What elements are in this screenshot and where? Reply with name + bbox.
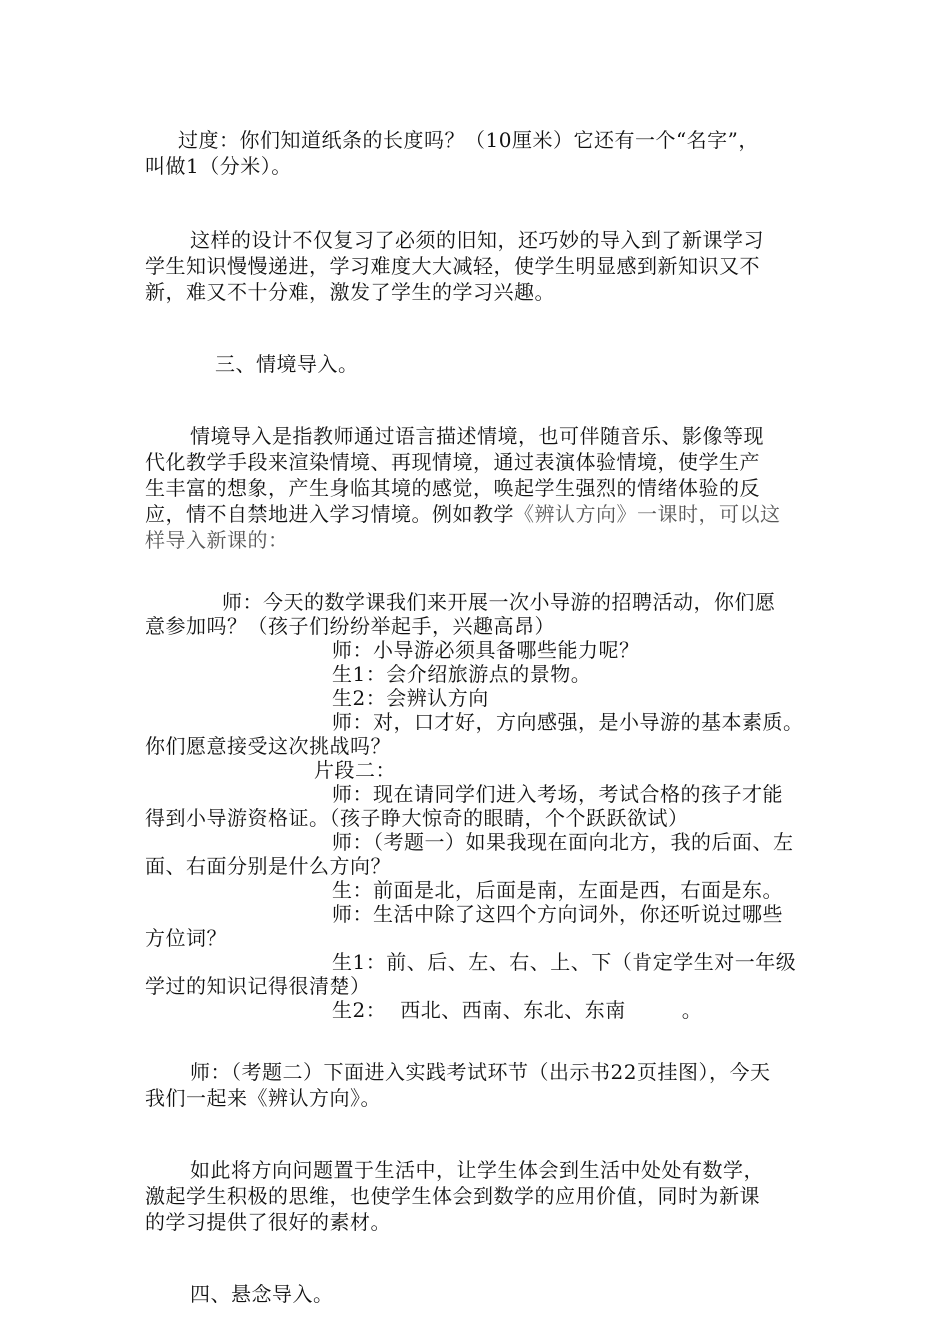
text-line: 这样的设计不仅复习了必须的旧知，还巧妙的导入到了新课学习 bbox=[190, 228, 764, 252]
dialogue-line: 师：今天的数学课我们来开展一次小导游的招聘活动，你们愿 bbox=[222, 590, 776, 614]
text-line: 情境导入是指教师通过语言描述情境，也可伴随音乐、影像等现 bbox=[190, 424, 764, 448]
text-segment: 应，情不自禁地进入学习情境。例如教学 bbox=[145, 502, 514, 526]
text-line: 的学习提供了很好的素材。 bbox=[145, 1210, 391, 1234]
dialogue-line: 师：对，口才好，方向感强，是小导游的基本素质。 bbox=[332, 710, 804, 734]
dialogue-line: 面、右面分别是什么方向？ bbox=[145, 854, 391, 878]
dialogue-line: 方位词？ bbox=[145, 926, 227, 950]
dialogue-line: 意参加吗？（孩子们纷纷举起手，兴趣高昂） bbox=[145, 614, 555, 638]
text-line: 师：（考题二）下面进入实践考试环节（出示书22页挂图），今天 bbox=[190, 1060, 771, 1084]
text-line: 代化教学手段来渲染情境、再现情境，通过表演体验情境，使学生产 bbox=[145, 450, 760, 474]
dialogue-line: 师：小导游必须具备哪些能力呢？ bbox=[332, 638, 640, 662]
text-line: 叫做1（分米）。 bbox=[145, 154, 292, 178]
section-heading: 四、悬念导入。 bbox=[190, 1282, 334, 1306]
dialogue-line: 学过的知识记得很清楚） bbox=[145, 974, 371, 998]
text-segment: 。 bbox=[681, 998, 703, 1022]
dialogue-line: 师：现在请同学们进入考场，考试合格的孩子才能 bbox=[332, 782, 783, 806]
dialogue-line: 你们愿意接受这次挑战吗？ bbox=[145, 734, 391, 758]
section-heading: 三、情境导入。 bbox=[215, 352, 359, 376]
text-line: 新，难又不十分难，激发了学生的学习兴趣。 bbox=[145, 280, 555, 304]
dialogue-line: 师：（考题一）如果我现在面向北方，我的后面、左 bbox=[332, 830, 794, 854]
text-line: 我们一起来《辨认方向》。 bbox=[145, 1086, 381, 1110]
text-line: 生丰富的想象，产生身临其境的感觉，唤起学生强烈的情绪体验的反 bbox=[145, 476, 760, 500]
book-title: 《辨认方向》一课时， bbox=[514, 502, 719, 526]
dialogue-line: 生1：会介绍旅游点的景物。 bbox=[332, 662, 592, 686]
text-line: 学生知识慢慢递进，学习难度大大减轻，使学生明显感到新知识又不 bbox=[145, 254, 760, 278]
text-segment: 可以这 bbox=[719, 502, 781, 526]
dialogue-line: 师：生活中除了这四个方向词外，你还听说过哪些 bbox=[332, 902, 783, 926]
text-line: 激起学生积极的思维，也使学生体会到数学的应用价值，同时为新课 bbox=[145, 1184, 760, 1208]
text-line: 样导入新课的： bbox=[145, 528, 289, 552]
dialogue-line: 生1：前、后、左、右、上、下（肯定学生对一年级 bbox=[332, 950, 797, 974]
text-line: 过度：你们知道纸条的长度吗？（10厘米）它还有一个“名字”， bbox=[178, 128, 759, 152]
dialogue-line: 得到小导游资格证。（孩子睁大惊奇的眼睛，个个跃跃欲试） bbox=[145, 806, 689, 830]
dialogue-line: 生2：会辨认方向 bbox=[332, 686, 489, 710]
text-line bbox=[145, 502, 781, 526]
dialogue-line: 生：前面是北，后面是南，左面是西，右面是东。 bbox=[332, 878, 783, 902]
text-line: 如此将方向问题置于生活中，让学生体会到生活中处处有数学， bbox=[190, 1158, 764, 1182]
text-segment: 西北、西南、东北、东南 bbox=[400, 998, 626, 1022]
text-segment: 生2： bbox=[332, 998, 387, 1022]
dialogue-line: 片段二： bbox=[314, 758, 396, 782]
dialogue-line bbox=[332, 998, 702, 1022]
